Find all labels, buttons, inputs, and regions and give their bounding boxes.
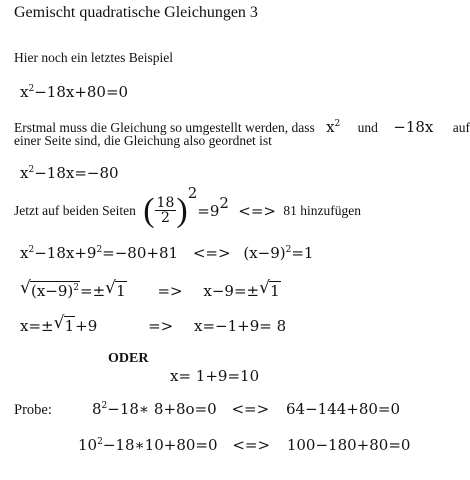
equation-2: $x^2-18x=-80$ bbox=[20, 164, 119, 182]
equation-1: $x^2-18x+80=0$ bbox=[20, 83, 129, 101]
oder-label: ODER bbox=[108, 351, 149, 366]
equation-3: $x^2-18x+9^2=-80+81$ <=> $(x-9)^2=1$ bbox=[20, 244, 314, 262]
fraction-18-2: $\frac{18}{2}$ bbox=[156, 194, 175, 227]
probe-line-2: $10^2-18∗10+80=0$ <=> 100−180+80=0 bbox=[78, 436, 411, 454]
probe-line-1: $8^2-18∗$ 8+8o=0 <=> 64−144+80=0 bbox=[92, 400, 401, 418]
probe-label: Probe: bbox=[14, 402, 52, 418]
equation-4: √ $(x-9)^2=\pm$ √ 1 => x−9=± √ 1 bbox=[20, 278, 280, 300]
equation-5: x=± √ 1+9 => x=−1+9= 8 bbox=[20, 313, 287, 335]
step-add-square: Jetzt auf beiden Seiten ( $\frac{18}{2}$ )$^2=9^2$ <=> 81 hinzufügen bbox=[14, 184, 361, 229]
page-title: Gemischt quadratische Gleichungen 3 bbox=[14, 4, 258, 21]
intro-text: Hier noch ein letztes Beispiel bbox=[14, 50, 173, 65]
explanation-line-1: Erstmal muss die Gleichung so umgestellt werden, dass $x^2$ und −18x auf bbox=[14, 118, 470, 136]
equation-6: x= 1+9=10 bbox=[170, 367, 260, 385]
sqrt-left: √ $(x-9)^2$ bbox=[20, 278, 80, 300]
explanation-line-2: einer Seite sind, die Gleichung also geordnet ist bbox=[14, 133, 272, 148]
